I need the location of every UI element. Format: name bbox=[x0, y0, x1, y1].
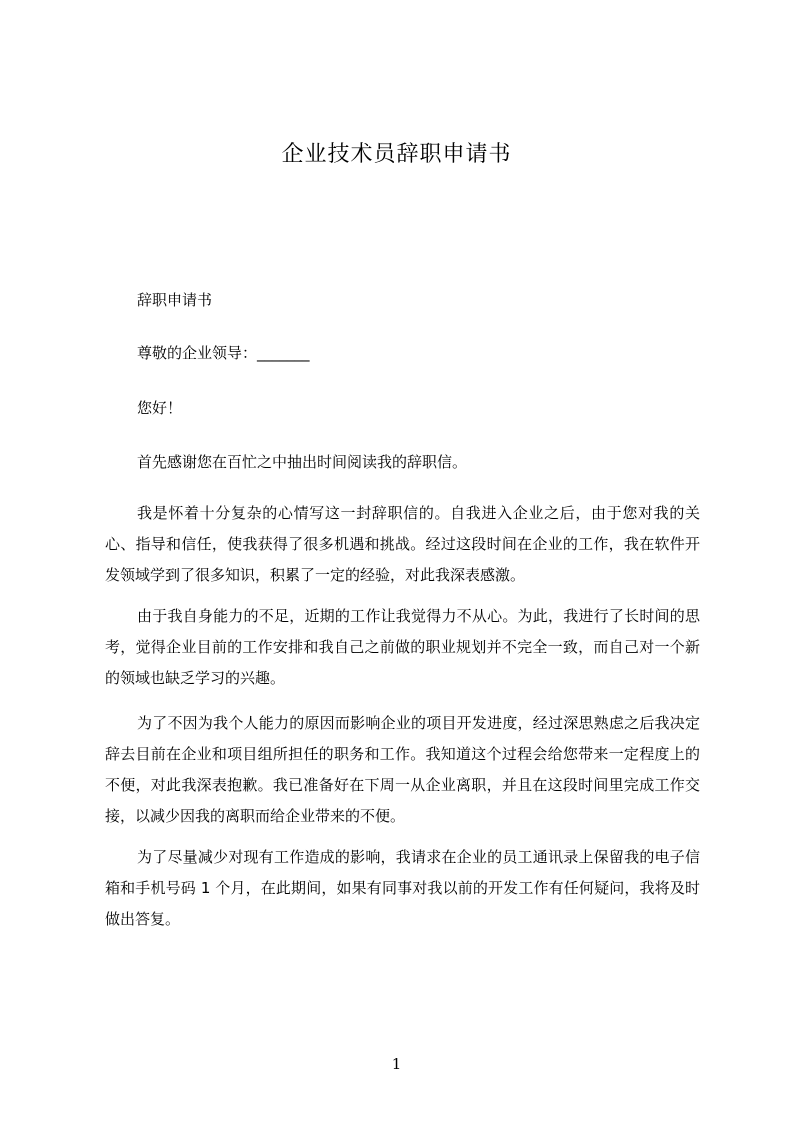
letter-greeting: 您好！ bbox=[137, 399, 183, 417]
body-paragraph: 为了尽量减少对现有工作造成的影响，我请求在企业的员工通讯录上保留我的电子信箱和手机号码 1 个月，在此期间，如果有同事对我以前的开发工作有任何疑问，我将及时做出答复。 bbox=[105, 848, 700, 928]
letter-salutation: 尊敬的企业领导：_______ bbox=[137, 344, 310, 362]
body-paragraph: 我是怀着十分复杂的心情写这一封辞职信的。自我进入企业之后，由于您对我的关心、指导和信任，使我获得了很多机遇和挑战。经过这段时间在企业的工作，我在软件开发领域学到了很多知识，积累了一定的经验，对此我深表感激。 bbox=[105, 504, 700, 584]
letter-opening: 首先感谢您在百忙之中抽出时间阅读我的辞职信。 bbox=[137, 453, 468, 471]
body-paragraph: 为了不因为我个人能力的原因而影响企业的项目开发进度，经过深思熟虑之后我决定辞去目前在企业和项目组所担任的职务和工作。我知道这个过程会给您带来一定程度上的不便，对此我深表抱歉。我已准备好在下周一从企业离职，并且在这段时间里完成工作交接，以减少因我的离职而给企业带来的不便。 bbox=[105, 714, 700, 825]
page-number: 1 bbox=[391, 1055, 402, 1073]
page-title: 企业技术员辞职申请书 bbox=[281, 142, 512, 167]
body-paragraph: 由于我自身能力的不足，近期的工作让我觉得力不从心。为此，我进行了长时间的思考，觉得企业目前的工作安排和我自己之前做的职业规划并不完全一致，而自己对一个新的领域也缺乏学习的兴趣。 bbox=[105, 607, 700, 687]
letter-subtitle: 辞职申请书 bbox=[137, 291, 213, 309]
